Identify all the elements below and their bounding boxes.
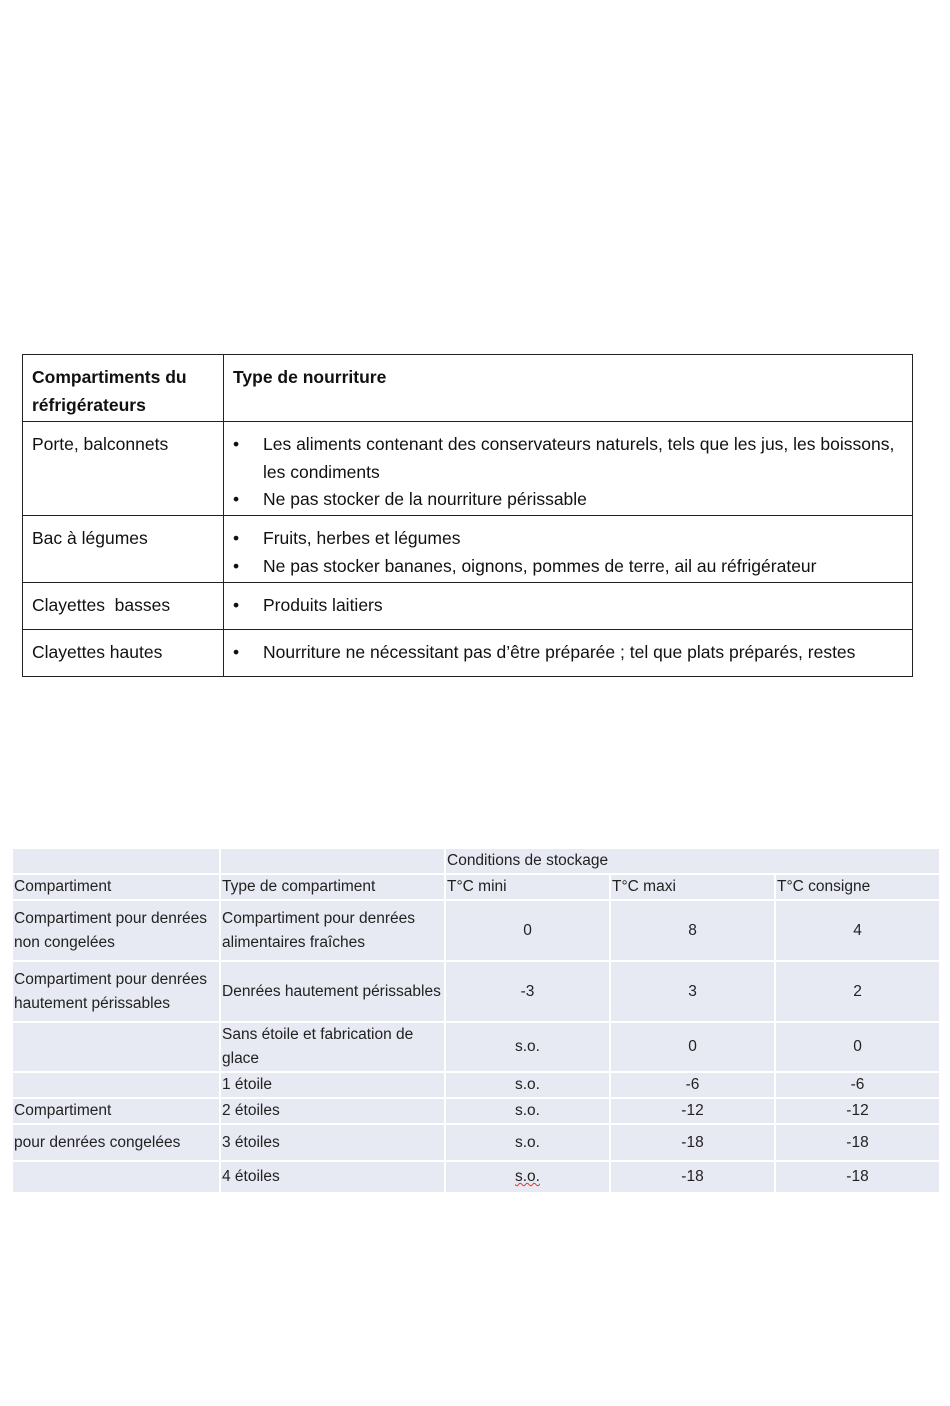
header-compartments: Compartiments du réfrigérateurs (23, 355, 224, 422)
list-item-text: Nourriture ne nécessitant pas d’être préparée ; tel que plats préparés, restes (263, 642, 856, 662)
header-compartment-type: Type de compartiment (221, 875, 444, 899)
storage-conditions-header: Conditions de stockage (446, 849, 939, 873)
compartment-type-cell: 2 étoiles (221, 1099, 444, 1123)
temp-min-cell: -3 (446, 962, 609, 1021)
temp-setpoint-cell: -12 (776, 1099, 939, 1123)
list-item (233, 486, 903, 514)
empty-cell (221, 849, 444, 873)
compartment-type-cell: Compartiment pour denrées alimentaires fraîches (221, 901, 444, 960)
temp-setpoint-cell: 2 (776, 962, 939, 1021)
compartment-cell: Compartiment pour denrées non congelées (13, 901, 219, 960)
list-item-text: Produits laitiers (263, 595, 383, 615)
header-food-type: Type de nourriture (224, 355, 913, 422)
list-item (233, 525, 903, 553)
compartment-cell: Porte, balconnets (23, 422, 224, 516)
fridge-compartments-table (22, 354, 913, 677)
spellcheck-text: s.o. (515, 1168, 540, 1185)
temp-min-cell: 0 (446, 901, 609, 960)
compartment-cell (13, 1162, 219, 1192)
table-row (13, 1162, 939, 1192)
table-row (23, 422, 913, 516)
temp-min-cell: s.o. (446, 1099, 609, 1123)
compartment-type-cell: Denrées hautement périssables (221, 962, 444, 1021)
temp-min-cell: s.o. (446, 1073, 609, 1097)
compartment-type-cell: Sans étoile et fabrication de glace (221, 1023, 444, 1071)
compartment-cell: Bac à légumes (23, 516, 224, 583)
compartment-type-cell: 4 étoiles (221, 1162, 444, 1192)
temp-max-cell: 3 (611, 962, 774, 1021)
temp-min-cell: s.o. (446, 1125, 609, 1160)
compartment-cell: Compartiment pour denrées hautement périssables (13, 962, 219, 1021)
compartment-cell: Clayettes basses (23, 583, 224, 630)
bullet-icon: • (233, 555, 240, 576)
food-type-cell (224, 630, 913, 677)
bullet-icon: • (233, 595, 240, 615)
temp-max-cell: -18 (611, 1125, 774, 1160)
list-item-text: Les aliments contenant des conservateurs naturels, tels que les jus, les boissons, les condiments (263, 434, 895, 482)
temp-setpoint-cell: 4 (776, 901, 939, 960)
compartment-cell: Compartiment (13, 1099, 219, 1123)
temp-setpoint-cell: -18 (776, 1162, 939, 1192)
bullet-icon: • (233, 528, 240, 548)
list-item-text: Ne pas stocker bananes, oignons, pommes de terre, ail au réfrigérateur (263, 555, 817, 576)
table-row (13, 1023, 939, 1071)
compartment-type-cell: 3 étoiles (221, 1125, 444, 1160)
header-temp-max: T°C maxi (611, 875, 774, 899)
temp-max-cell: 8 (611, 901, 774, 960)
header-temp-min: T°C mini (446, 875, 609, 899)
header-temp-setpoint: T°C consigne (776, 875, 939, 899)
group-header-row (13, 849, 939, 873)
table-row (13, 901, 939, 960)
temp-setpoint-cell: -6 (776, 1073, 939, 1097)
table-row (23, 630, 913, 677)
food-type-cell (224, 422, 913, 516)
list-item-text: Ne pas stocker de la nourriture périssable (263, 489, 587, 509)
header-compartment: Compartiment (13, 875, 219, 899)
table-row (23, 583, 913, 630)
list-item (233, 639, 903, 667)
table-header-row (23, 355, 913, 422)
temp-max-cell: -12 (611, 1099, 774, 1123)
temp-max-cell: 0 (611, 1023, 774, 1071)
bullet-icon: • (233, 642, 240, 662)
temp-max-cell: -6 (611, 1073, 774, 1097)
table-header-row (13, 875, 939, 899)
temp-setpoint-cell: -18 (776, 1125, 939, 1160)
list-item-text: Fruits, herbes et légumes (263, 528, 461, 548)
food-type-cell (224, 516, 913, 583)
table-row (23, 516, 913, 583)
food-type-cell (224, 583, 913, 630)
table-row (13, 962, 939, 1021)
temp-setpoint-cell: 0 (776, 1023, 939, 1071)
table-row (13, 1125, 939, 1160)
bullet-icon: • (233, 434, 240, 454)
table-row (13, 1073, 939, 1097)
bullet-icon: • (233, 489, 240, 509)
temp-max-cell: -18 (611, 1162, 774, 1192)
table-row (13, 1099, 939, 1123)
compartment-cell: pour denrées congelées (13, 1125, 219, 1160)
storage-conditions-table (11, 847, 941, 1194)
compartment-cell (13, 1073, 219, 1097)
temp-min-cell (446, 1162, 609, 1192)
list-item (233, 592, 903, 620)
compartment-cell (13, 1023, 219, 1071)
compartment-type-cell: 1 étoile (221, 1073, 444, 1097)
list-item (233, 553, 903, 581)
list-item (233, 431, 903, 486)
empty-cell (13, 849, 219, 873)
compartment-cell: Clayettes hautes (23, 630, 224, 677)
temp-min-cell: s.o. (446, 1023, 609, 1071)
